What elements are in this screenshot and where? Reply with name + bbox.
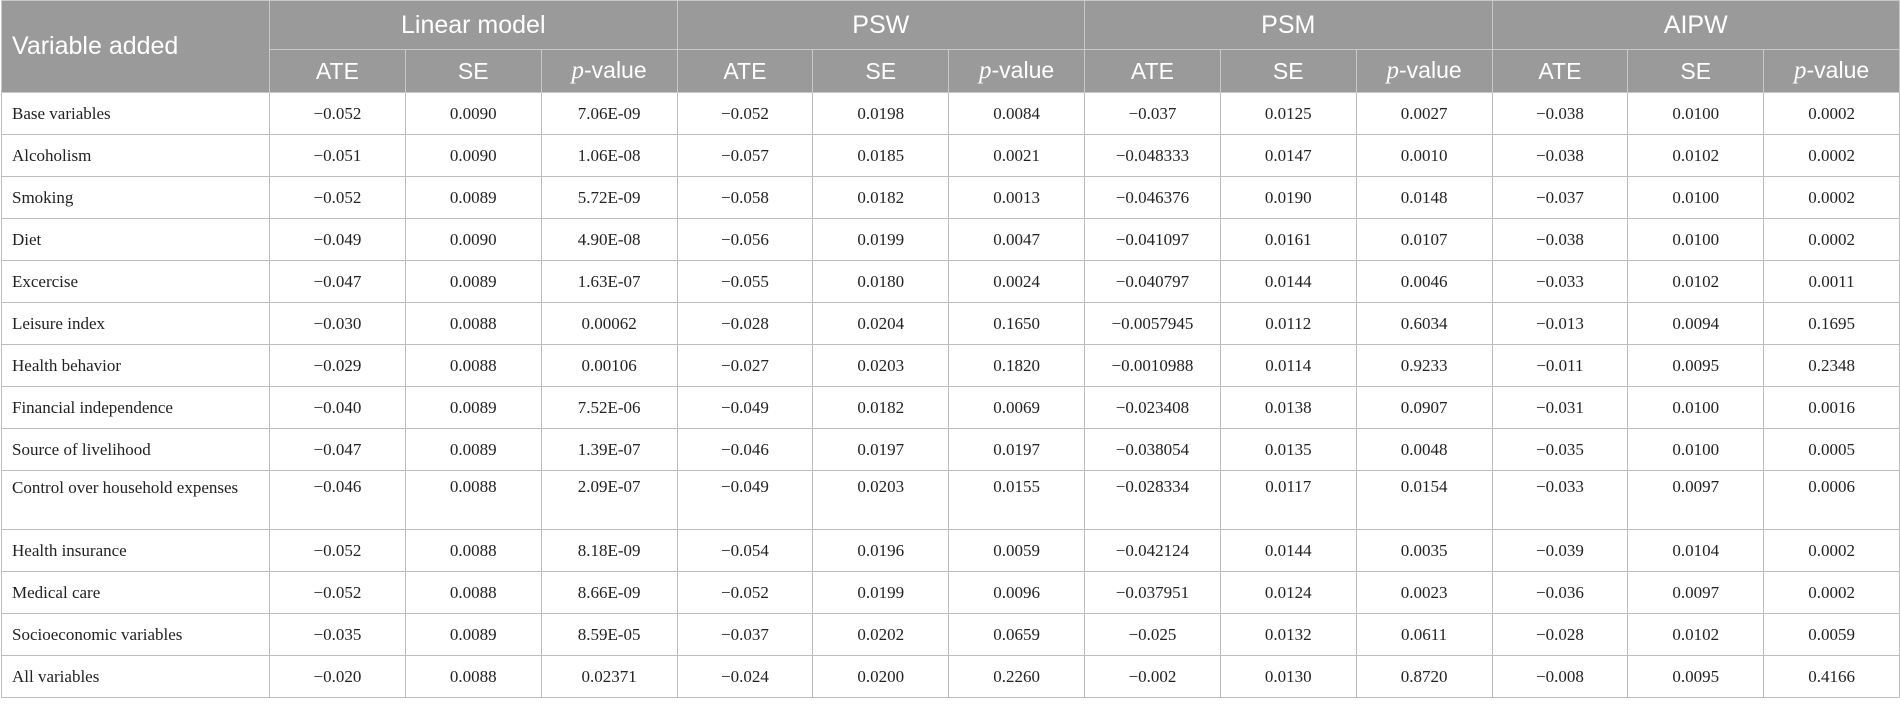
cell-aipw-ate: −0.011: [1492, 345, 1628, 387]
table-row: [2, 387, 1900, 429]
cell-linear-model-ate: −0.052: [270, 530, 406, 572]
table-body: [2, 93, 1900, 698]
cell-psw-se: 0.0202: [813, 614, 949, 656]
cell-psm-se: 0.0147: [1220, 135, 1356, 177]
cell-psw-p-value: 0.1650: [949, 303, 1085, 345]
row-label: Socioeconomic variables: [2, 614, 270, 656]
table-row: [2, 219, 1900, 261]
cell-psw-se: 0.0196: [813, 530, 949, 572]
cell-aipw-p-value: 0.0002: [1764, 572, 1900, 614]
cell-psm-p-value: 0.0010: [1356, 135, 1492, 177]
cell-psw-se: 0.0182: [813, 177, 949, 219]
cell-aipw-p-value: 0.0016: [1764, 387, 1900, 429]
cell-psw-ate: −0.024: [677, 656, 813, 698]
cell-linear-model-p-value: 8.59E-05: [541, 614, 677, 656]
cell-linear-model-p-value: 8.18E-09: [541, 530, 677, 572]
cell-psm-p-value: 0.0023: [1356, 572, 1492, 614]
cell-psw-ate: −0.054: [677, 530, 813, 572]
cell-aipw-p-value: 0.2348: [1764, 345, 1900, 387]
table-row: [2, 93, 1900, 135]
row-label: Alcoholism: [2, 135, 270, 177]
cell-psw-se: 0.0197: [813, 429, 949, 471]
row-label: Medical care: [2, 572, 270, 614]
cell-psw-ate: −0.058: [677, 177, 813, 219]
cell-linear-model-se: 0.0088: [405, 345, 541, 387]
cell-psm-p-value: 0.0035: [1356, 530, 1492, 572]
cell-linear-model-p-value: 7.52E-06: [541, 387, 677, 429]
cell-linear-model-ate: −0.040: [270, 387, 406, 429]
cell-psm-p-value: 0.0148: [1356, 177, 1492, 219]
cell-psm-ate: −0.025: [1085, 614, 1221, 656]
cell-aipw-ate: −0.033: [1492, 261, 1628, 303]
cell-linear-model-p-value: 1.63E-07: [541, 261, 677, 303]
table-row: [2, 135, 1900, 177]
subheader-ate-psw: ATE: [677, 50, 813, 93]
cell-aipw-ate: −0.038: [1492, 219, 1628, 261]
subheader-se-aipw: SE: [1628, 50, 1764, 93]
cell-aipw-ate: −0.031: [1492, 387, 1628, 429]
table-header: [2, 1, 1900, 93]
cell-psw-p-value: 0.0013: [949, 177, 1085, 219]
table-row: [2, 471, 1900, 530]
cell-linear-model-se: 0.0090: [405, 93, 541, 135]
p-letter: p: [571, 57, 584, 84]
row-label: Health insurance: [2, 530, 270, 572]
cell-psm-ate: −0.023408: [1085, 387, 1221, 429]
cell-linear-model-se: 0.0090: [405, 135, 541, 177]
cell-psm-se: 0.0117: [1220, 471, 1356, 530]
cell-linear-model-p-value: 8.66E-09: [541, 572, 677, 614]
cell-aipw-se: 0.0104: [1628, 530, 1764, 572]
subheader-row: [2, 50, 1900, 93]
p-letter: p: [1386, 57, 1400, 84]
cell-aipw-ate: −0.036: [1492, 572, 1628, 614]
value-suffix: -value: [991, 57, 1055, 83]
cell-aipw-p-value: 0.0005: [1764, 429, 1900, 471]
cell-psm-p-value: 0.0048: [1356, 429, 1492, 471]
group-header-psw: PSW: [677, 1, 1085, 50]
cell-linear-model-p-value: 1.39E-07: [541, 429, 677, 471]
row-label: Diet: [2, 219, 270, 261]
cell-psm-ate: −0.042124: [1085, 530, 1221, 572]
cell-linear-model-se: 0.0088: [405, 530, 541, 572]
variable-added-header: Variable added: [2, 1, 270, 93]
cell-psm-se: 0.0144: [1220, 261, 1356, 303]
cell-psw-se: 0.0199: [813, 219, 949, 261]
p-letter: p: [1794, 57, 1807, 84]
cell-linear-model-ate: −0.020: [270, 656, 406, 698]
cell-psm-se: 0.0125: [1220, 93, 1356, 135]
cell-psw-p-value: 0.0096: [949, 572, 1085, 614]
subheader-p-value-psw: [949, 50, 1085, 93]
cell-aipw-ate: −0.038: [1492, 93, 1628, 135]
cell-aipw-se: 0.0100: [1628, 429, 1764, 471]
cell-psm-se: 0.0112: [1220, 303, 1356, 345]
cell-linear-model-p-value: 5.72E-09: [541, 177, 677, 219]
cell-psw-p-value: 0.0047: [949, 219, 1085, 261]
cell-psm-p-value: 0.0907: [1356, 387, 1492, 429]
cell-psm-ate: −0.048333: [1085, 135, 1221, 177]
cell-psm-se: 0.0144: [1220, 530, 1356, 572]
table-row: [2, 429, 1900, 471]
cell-psm-p-value: 0.8720: [1356, 656, 1492, 698]
cell-psw-ate: −0.046: [677, 429, 813, 471]
cell-psm-p-value: 0.0154: [1356, 471, 1492, 530]
cell-linear-model-p-value: 0.00106: [541, 345, 677, 387]
cell-linear-model-p-value: 0.00062: [541, 303, 677, 345]
cell-psm-ate: −0.040797: [1085, 261, 1221, 303]
value-suffix: -value: [1806, 57, 1870, 83]
cell-psm-ate: −0.038054: [1085, 429, 1221, 471]
cell-psw-se: 0.0198: [813, 93, 949, 135]
cell-linear-model-se: 0.0089: [405, 614, 541, 656]
cell-psm-p-value: 0.0027: [1356, 93, 1492, 135]
row-label: Smoking: [2, 177, 270, 219]
table-row: [2, 345, 1900, 387]
cell-psm-ate: −0.041097: [1085, 219, 1221, 261]
cell-linear-model-ate: −0.047: [270, 261, 406, 303]
cell-aipw-p-value: 0.1695: [1764, 303, 1900, 345]
table-row: [2, 614, 1900, 656]
cell-psw-ate: −0.049: [677, 471, 813, 530]
cell-aipw-se: 0.0100: [1628, 177, 1764, 219]
cell-psw-se: 0.0180: [813, 261, 949, 303]
cell-aipw-ate: −0.013: [1492, 303, 1628, 345]
cell-psm-p-value: 0.9233: [1356, 345, 1492, 387]
cell-aipw-se: 0.0095: [1628, 656, 1764, 698]
group-header-linear-model: Linear model: [270, 1, 678, 50]
cell-psw-ate: −0.055: [677, 261, 813, 303]
cell-linear-model-se: 0.0089: [405, 387, 541, 429]
row-label: Excercise: [2, 261, 270, 303]
cell-psw-ate: −0.027: [677, 345, 813, 387]
group-header-aipw: AIPW: [1492, 1, 1900, 50]
cell-linear-model-ate: −0.052: [270, 572, 406, 614]
cell-linear-model-p-value: 1.06E-08: [541, 135, 677, 177]
cell-psm-p-value: 0.0107: [1356, 219, 1492, 261]
table-row: [2, 261, 1900, 303]
cell-psm-p-value: 0.0611: [1356, 614, 1492, 656]
cell-psm-se: 0.0114: [1220, 345, 1356, 387]
results-table: [1, 0, 1900, 698]
cell-aipw-p-value: 0.0011: [1764, 261, 1900, 303]
cell-psw-ate: −0.052: [677, 572, 813, 614]
cell-psw-p-value: 0.0024: [949, 261, 1085, 303]
cell-linear-model-se: 0.0088: [405, 303, 541, 345]
cell-psw-se: 0.0199: [813, 572, 949, 614]
cell-aipw-ate: −0.035: [1492, 429, 1628, 471]
table-row: [2, 303, 1900, 345]
cell-aipw-se: 0.0102: [1628, 261, 1764, 303]
subheader-se-psm: SE: [1220, 50, 1356, 93]
cell-psm-p-value: 0.6034: [1356, 303, 1492, 345]
cell-linear-model-se: 0.0089: [405, 177, 541, 219]
group-header-psm: PSM: [1085, 1, 1493, 50]
cell-aipw-ate: −0.037: [1492, 177, 1628, 219]
subheader-ate-psm: ATE: [1085, 50, 1221, 93]
cell-linear-model-ate: −0.052: [270, 93, 406, 135]
cell-psw-ate: −0.052: [677, 93, 813, 135]
cell-aipw-ate: −0.038: [1492, 135, 1628, 177]
cell-psw-se: 0.0200: [813, 656, 949, 698]
table-row: [2, 656, 1900, 698]
cell-psm-se: 0.0124: [1220, 572, 1356, 614]
cell-linear-model-se: 0.0089: [405, 261, 541, 303]
cell-psm-se: 0.0135: [1220, 429, 1356, 471]
cell-aipw-p-value: 0.0002: [1764, 177, 1900, 219]
cell-psm-se: 0.0138: [1220, 387, 1356, 429]
cell-linear-model-se: 0.0090: [405, 219, 541, 261]
cell-psm-ate: −0.002: [1085, 656, 1221, 698]
row-label: Base variables: [2, 93, 270, 135]
cell-aipw-p-value: 0.0006: [1764, 471, 1900, 530]
cell-aipw-se: 0.0094: [1628, 303, 1764, 345]
cell-aipw-se: 0.0097: [1628, 572, 1764, 614]
cell-aipw-se: 0.0097: [1628, 471, 1764, 530]
cell-linear-model-ate: −0.046: [270, 471, 406, 530]
cell-aipw-p-value: 0.0059: [1764, 614, 1900, 656]
cell-linear-model-ate: −0.030: [270, 303, 406, 345]
row-label: All variables: [2, 656, 270, 698]
row-label: Financial independence: [2, 387, 270, 429]
cell-aipw-ate: −0.033: [1492, 471, 1628, 530]
cell-psm-ate: −0.028334: [1085, 471, 1221, 530]
cell-aipw-p-value: 0.0002: [1764, 219, 1900, 261]
subheader-p-value-aipw: [1764, 50, 1900, 93]
cell-psw-p-value: 0.0069: [949, 387, 1085, 429]
row-label: Control over household expenses: [2, 471, 270, 530]
cell-linear-model-ate: −0.052: [270, 177, 406, 219]
subheader-p-value-linear-model: [541, 50, 677, 93]
cell-psm-ate: −0.0057945: [1085, 303, 1221, 345]
cell-psw-p-value: 0.0059: [949, 530, 1085, 572]
cell-linear-model-ate: −0.029: [270, 345, 406, 387]
cell-linear-model-ate: −0.049: [270, 219, 406, 261]
cell-psm-p-value: 0.0046: [1356, 261, 1492, 303]
cell-psm-ate: −0.046376: [1085, 177, 1221, 219]
cell-aipw-se: 0.0102: [1628, 135, 1764, 177]
cell-aipw-se: 0.0100: [1628, 93, 1764, 135]
cell-psw-p-value: 0.0659: [949, 614, 1085, 656]
cell-aipw-p-value: 0.0002: [1764, 530, 1900, 572]
cell-aipw-se: 0.0100: [1628, 387, 1764, 429]
cell-linear-model-p-value: 4.90E-08: [541, 219, 677, 261]
cell-aipw-p-value: 0.0002: [1764, 93, 1900, 135]
cell-linear-model-se: 0.0089: [405, 429, 541, 471]
value-suffix: -value: [584, 57, 647, 83]
subheader-p-value-psm: [1356, 50, 1492, 93]
cell-psm-ate: −0.037951: [1085, 572, 1221, 614]
cell-linear-model-p-value: 7.06E-09: [541, 93, 677, 135]
subheader-se-psw: SE: [813, 50, 949, 93]
cell-aipw-ate: −0.028: [1492, 614, 1628, 656]
subheader-se-linear-model: SE: [405, 50, 541, 93]
cell-psw-p-value: 0.0084: [949, 93, 1085, 135]
cell-aipw-ate: −0.039: [1492, 530, 1628, 572]
cell-linear-model-ate: −0.047: [270, 429, 406, 471]
table-row: [2, 177, 1900, 219]
cell-linear-model-p-value: 0.02371: [541, 656, 677, 698]
table-row: [2, 530, 1900, 572]
cell-aipw-ate: −0.008: [1492, 656, 1628, 698]
cell-psw-ate: −0.037: [677, 614, 813, 656]
cell-psw-se: 0.0204: [813, 303, 949, 345]
cell-linear-model-se: 0.0088: [405, 656, 541, 698]
cell-linear-model-se: 0.0088: [405, 471, 541, 530]
cell-psw-se: 0.0182: [813, 387, 949, 429]
cell-psw-se: 0.0203: [813, 345, 949, 387]
cell-aipw-se: 0.0102: [1628, 614, 1764, 656]
cell-psw-se: 0.0203: [813, 471, 949, 530]
cell-psm-se: 0.0161: [1220, 219, 1356, 261]
value-suffix: -value: [1399, 57, 1462, 83]
cell-psm-se: 0.0190: [1220, 177, 1356, 219]
cell-psm-se: 0.0132: [1220, 614, 1356, 656]
cell-aipw-se: 0.0095: [1628, 345, 1764, 387]
subheader-ate-aipw: ATE: [1492, 50, 1628, 93]
cell-linear-model-ate: −0.035: [270, 614, 406, 656]
cell-psw-p-value: 0.1820: [949, 345, 1085, 387]
cell-psw-p-value: 0.0021: [949, 135, 1085, 177]
cell-psw-ate: −0.056: [677, 219, 813, 261]
cell-psm-ate: −0.0010988: [1085, 345, 1221, 387]
cell-psm-ate: −0.037: [1085, 93, 1221, 135]
cell-psw-p-value: 0.2260: [949, 656, 1085, 698]
cell-psw-ate: −0.028: [677, 303, 813, 345]
p-letter: p: [979, 57, 992, 84]
cell-psw-se: 0.0185: [813, 135, 949, 177]
cell-psw-p-value: 0.0197: [949, 429, 1085, 471]
cell-psw-ate: −0.049: [677, 387, 813, 429]
row-label: Leisure index: [2, 303, 270, 345]
table-row: [2, 572, 1900, 614]
cell-aipw-p-value: 0.4166: [1764, 656, 1900, 698]
cell-linear-model-ate: −0.051: [270, 135, 406, 177]
cell-linear-model-p-value: 2.09E-07: [541, 471, 677, 530]
cell-linear-model-se: 0.0088: [405, 572, 541, 614]
cell-aipw-p-value: 0.0002: [1764, 135, 1900, 177]
subheader-ate-linear-model: ATE: [270, 50, 406, 93]
cell-psw-p-value: 0.0155: [949, 471, 1085, 530]
cell-psm-se: 0.0130: [1220, 656, 1356, 698]
row-label: Health behavior: [2, 345, 270, 387]
cell-psw-ate: −0.057: [677, 135, 813, 177]
row-label: Source of livelihood: [2, 429, 270, 471]
cell-aipw-se: 0.0100: [1628, 219, 1764, 261]
